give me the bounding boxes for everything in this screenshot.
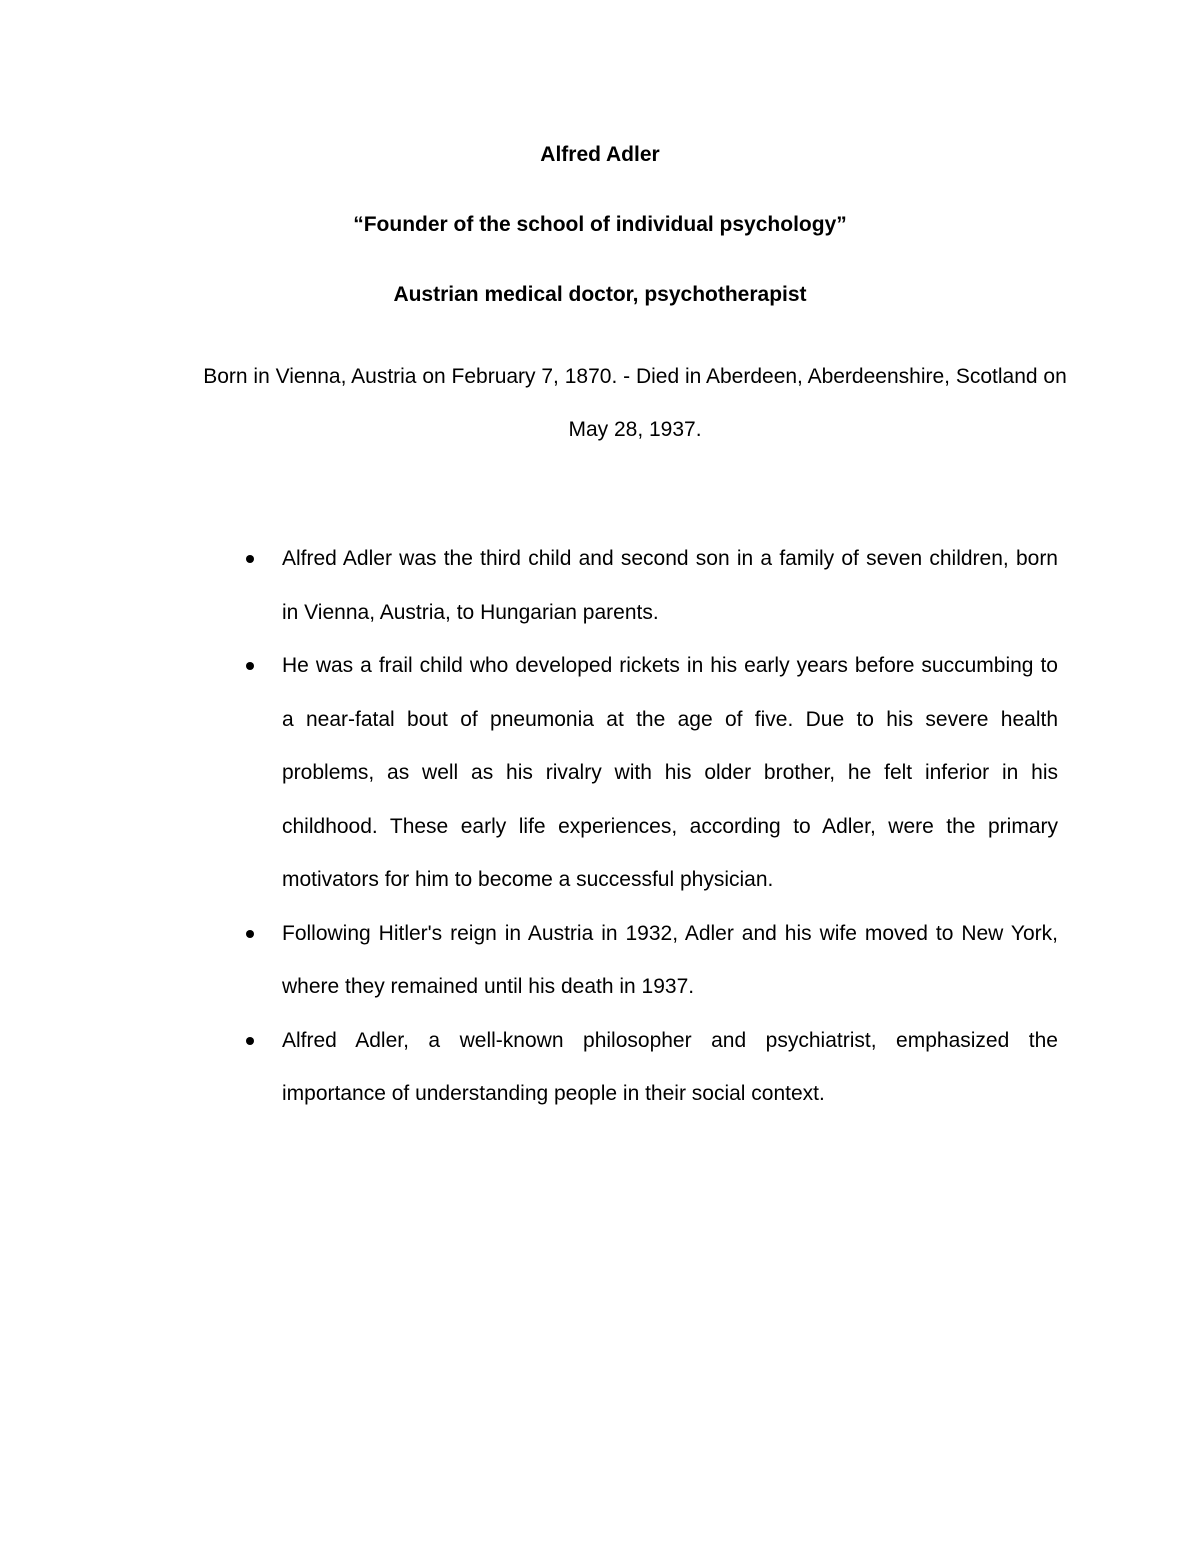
bullet-icon [246, 1037, 254, 1045]
fact-text: He was a frail child who developed rickets in his early years before succumbing to a near-fatal bout of pneumonia at the age of five. Due to his severe health problems, as well as his rivalry with his older brother, he felt inferior in his childhood. These early life experiences, according to Adler, were the primary motivators for him to become a successful physician. [282, 654, 1058, 891]
bullet-icon [246, 930, 254, 938]
document-subtitle: “Founder of the school of individual psychology” [353, 213, 847, 236]
list-item [0, 532, 1200, 639]
fact-text: Alfred Adler was the third child and second son in a family of seven children, born in Vienna, Austria, to Hungarian parents. [282, 547, 1058, 624]
document-role: Austrian medical doctor, psychotherapist [393, 283, 807, 306]
bullet-icon [246, 662, 254, 670]
list-item [0, 639, 1200, 907]
bullet-icon [246, 555, 254, 563]
fact-text: Following Hitler's reign in Austria in 1932, Adler and his wife moved to New York, where they remained until his death in 1937. [282, 921, 1058, 998]
birth-death-line: Born in Vienna, Austria on February 7, 1870. - Died in Aberdeen, Aberdeenshire, Scotland on May 28, 1937. [203, 365, 1067, 441]
facts-list [0, 532, 1200, 1121]
list-item [0, 907, 1200, 1014]
list-item [0, 1014, 1200, 1121]
document-title: Alfred Adler [540, 143, 660, 166]
fact-text: Alfred Adler, a well-known philosopher and psychiatrist, emphasized the importance of understanding people in their social context. [282, 1028, 1058, 1105]
